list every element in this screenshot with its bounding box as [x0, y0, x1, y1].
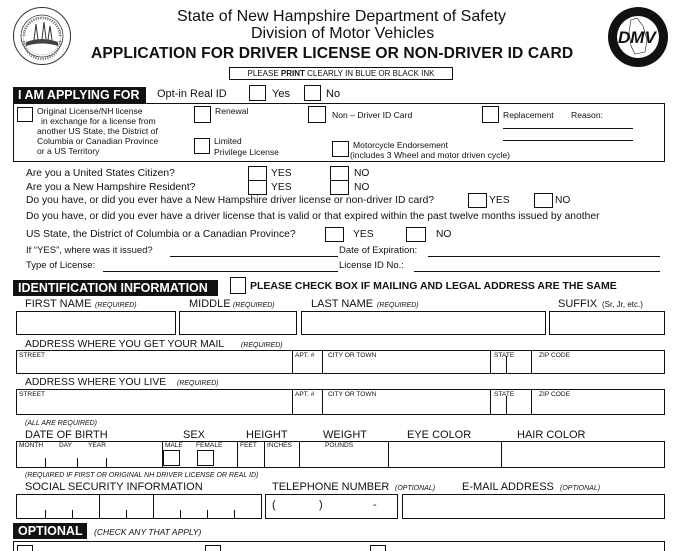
replacement-label: Replacement	[503, 110, 554, 120]
nh-license-yes-checkbox[interactable]	[468, 193, 487, 208]
mail-state-input[interactable]	[491, 351, 530, 373]
live-apt-label: APT. #	[295, 391, 315, 398]
ssn-sep-2	[153, 494, 154, 519]
original-license-checkbox[interactable]	[17, 107, 33, 122]
print-note-pre: PLEASE	[247, 69, 281, 78]
live-address-required: (REQUIRED)	[177, 380, 219, 387]
height-inches-label: INCHES	[267, 442, 292, 449]
optional-note: (CHECK ANY THAT APPLY)	[94, 527, 202, 537]
live-street-label: STREET	[19, 391, 46, 398]
last-name-label: LAST NAME	[311, 298, 374, 310]
resident-no-label: NO	[354, 182, 370, 193]
reason-line-1[interactable]	[503, 128, 633, 129]
dob-input[interactable]	[17, 442, 161, 467]
dmv-logo	[607, 6, 669, 68]
female-label: FEMALE	[196, 442, 223, 449]
citizen-yes-label: YES	[271, 168, 292, 179]
realid-label: Opt-in Real ID	[157, 88, 227, 100]
q-nh-license: Do you have, or did you ever have a New Hampshire driver license or non-driver ID card?	[26, 195, 435, 206]
section-optional: OPTIONAL	[13, 523, 87, 539]
phone-dash: -	[373, 499, 377, 511]
q-citizen: Are you a United States Citizen?	[26, 168, 175, 179]
nh-license-no-label: NO	[555, 195, 571, 206]
renewal-label: Renewal	[215, 106, 249, 116]
ssn-tick-4	[180, 510, 181, 519]
live-state-label: STATE	[494, 391, 515, 398]
nh-license-no-checkbox[interactable]	[534, 193, 553, 208]
original-license-label-2: in exchange for a license from	[41, 116, 156, 126]
realid-yes-label: Yes	[272, 88, 290, 100]
first-name-required: (REQUIRED)	[95, 302, 137, 309]
phone-open-paren: (	[272, 499, 276, 511]
hair-color-input[interactable]	[502, 442, 664, 467]
phone-label: TELEPHONE NUMBER	[272, 481, 390, 493]
mail-apt-input[interactable]	[293, 351, 321, 373]
email-optional: (OPTIONAL)	[560, 485, 601, 492]
email-label: E-MAIL ADDRESS	[462, 481, 554, 493]
resident-yes-label: YES	[271, 182, 292, 193]
ssn-input[interactable]	[16, 494, 262, 519]
middle-required: (REQUIRED)	[233, 302, 275, 309]
motorcycle-label-1: Motorcycle Endorsement	[353, 140, 449, 150]
dmv-logo-text: DMV	[618, 28, 656, 47]
eye-color-label: EYE COLOR	[407, 429, 472, 441]
optional-checkbox-2[interactable]	[205, 545, 221, 551]
print-note-post: CLEARLY IN BLUE OR BLACK INK	[304, 69, 435, 78]
all-required-note: (ALL ARE REQUIRED)	[25, 420, 97, 427]
male-checkbox[interactable]	[163, 450, 180, 466]
state-seal	[12, 6, 72, 66]
original-license-label-1: Original License/NH license	[37, 106, 143, 116]
last-name-input[interactable]	[301, 311, 546, 335]
date-expiration-field[interactable]	[428, 256, 660, 257]
realid-yes-checkbox[interactable]	[249, 85, 266, 101]
first-name-label: FIRST NAME	[25, 298, 92, 310]
live-street-input[interactable]	[17, 390, 291, 414]
live-apt-input[interactable]	[293, 390, 321, 414]
live-city-label: CITY OR TOWN	[328, 391, 377, 398]
weight-label: WEIGHT	[323, 429, 367, 441]
hair-color-label: HAIR COLOR	[517, 429, 586, 441]
first-name-input[interactable]	[16, 311, 176, 335]
other-license-no-label: NO	[436, 229, 452, 240]
female-checkbox[interactable]	[197, 450, 214, 466]
suffix-label: SUFFIX	[558, 298, 598, 310]
mail-street-input[interactable]	[17, 351, 291, 373]
citizen-no-label: NO	[354, 168, 370, 179]
where-issued-field[interactable]	[170, 256, 338, 257]
type-license-label: Type of License:	[26, 260, 96, 271]
phone-close-paren: )	[319, 499, 323, 511]
citizen-yes-checkbox[interactable]	[248, 166, 267, 181]
replacement-checkbox[interactable]	[482, 106, 499, 123]
mail-city-input[interactable]	[323, 351, 489, 373]
dob-label: DATE OF BIRTH	[25, 429, 108, 441]
replacement-reason-label: Reason:	[571, 110, 604, 120]
height-label: HEIGHT	[246, 429, 288, 441]
live-state-input[interactable]	[491, 390, 530, 414]
motorcycle-label-2: (includes 3 Wheel and motor driven cycle)	[350, 150, 511, 160]
limited-privilege-label-1: Limited	[214, 136, 242, 146]
license-id-field[interactable]	[414, 271, 660, 272]
type-license-field[interactable]	[103, 271, 338, 272]
ssn-label: SOCIAL SECURITY INFORMATION	[25, 481, 203, 493]
male-label: MALE	[165, 442, 183, 449]
resident-yes-checkbox[interactable]	[248, 180, 267, 195]
renewal-checkbox[interactable]	[194, 106, 211, 123]
motorcycle-checkbox[interactable]	[332, 141, 349, 157]
dob-day-label: DAY	[59, 442, 73, 449]
email-input[interactable]	[402, 494, 665, 519]
other-license-no-checkbox[interactable]	[406, 227, 426, 242]
mail-state-label: STATE	[494, 352, 515, 359]
mail-address-label: ADDRESS WHERE YOU GET YOUR MAIL	[25, 339, 225, 350]
reason-line-2[interactable]	[503, 140, 633, 141]
non-driver-id-label: Non – Driver ID Card	[332, 110, 413, 120]
middle-label: MIDDLE	[189, 298, 231, 310]
limited-privilege-label-2: Privilege License	[214, 147, 279, 157]
weight-input[interactable]	[300, 442, 387, 467]
mail-address-required: (REQUIRED)	[241, 342, 283, 349]
eye-color-input[interactable]	[389, 442, 500, 467]
mail-zip-label: ZIP CODE	[539, 352, 571, 359]
suffix-input[interactable]	[549, 311, 665, 335]
mail-city-label: CITY OR TOWN	[328, 352, 377, 359]
dob-year-label: YEAR	[88, 442, 106, 449]
where-issued-label: If “YES”, where was it issued?	[26, 245, 153, 256]
ssn-note: (REQUIRED IF FIRST OR ORIGINAL NH DRIVER LICENSE OR REAL ID)	[25, 472, 259, 479]
print-note-bold: PRINT	[280, 69, 305, 78]
page-title: APPLICATION FOR DRIVER LICENSE OR NON-DRIVER ID CARD	[91, 45, 574, 62]
mail-street-label: STREET	[19, 352, 46, 359]
suffix-note: (Sr, Jr, etc.)	[602, 300, 643, 309]
ssn-tick-2	[72, 510, 73, 519]
height-input[interactable]	[238, 442, 298, 467]
phone-input[interactable]	[265, 494, 398, 519]
limited-privilege-checkbox[interactable]	[194, 138, 210, 154]
height-feet-label: FEET	[240, 442, 257, 449]
q-other-license-1: Do you have, or did you ever have a driver license that is valid or that expired within the past twelve months issued by another	[26, 211, 600, 222]
ssn-tick-5	[207, 510, 208, 519]
last-name-required: (REQUIRED)	[377, 302, 419, 309]
optional-options-box	[13, 541, 665, 551]
q-other-license-2: US State, the District of Columbia or a Canadian Province?	[26, 229, 296, 240]
optional-checkbox-1[interactable]	[17, 545, 33, 551]
seal-icon	[12, 6, 72, 66]
phone-optional: (OPTIONAL)	[395, 485, 436, 492]
live-address-label: ADDRESS WHERE YOU LIVE	[25, 377, 167, 388]
header-division: Division of Motor Vehicles	[251, 25, 435, 42]
nh-license-yes-label: YES	[489, 195, 510, 206]
same-address-label: PLEASE CHECK BOX IF MAILING AND LEGAL ADDRESS ARE THE SAME	[250, 280, 617, 292]
live-zip-label: ZIP CODE	[539, 391, 571, 398]
q-resident: Are you a New Hampshire Resident?	[26, 182, 196, 193]
sex-label: SEX	[183, 429, 206, 441]
citizen-no-checkbox[interactable]	[330, 166, 349, 181]
weight-pounds-label: POUNDS	[325, 442, 354, 449]
license-id-label: License ID No.:	[339, 260, 404, 271]
mail-apt-label: APT. #	[295, 352, 315, 359]
same-address-checkbox[interactable]	[230, 277, 246, 294]
ssn-tick-6	[234, 510, 235, 519]
realid-no-checkbox[interactable]	[304, 85, 321, 101]
original-license-label-3: another US State, the District of	[37, 126, 158, 136]
resident-no-checkbox[interactable]	[330, 180, 349, 195]
realid-no-label: No	[326, 88, 341, 100]
other-license-yes-label: YES	[353, 229, 374, 240]
live-zip-input[interactable]	[532, 390, 664, 414]
non-driver-id-checkbox[interactable]	[308, 106, 326, 123]
header-agency: State of New Hampshire Department of Safety	[177, 8, 507, 25]
original-license-label-5: or a US Territory	[37, 146, 100, 156]
section-applying: I AM APPLYING FOR	[13, 87, 146, 103]
mail-zip-input[interactable]	[532, 351, 664, 373]
ssn-tick-1	[45, 510, 46, 519]
ssn-tick-3	[126, 510, 127, 519]
print-note	[229, 67, 453, 80]
live-city-input[interactable]	[323, 390, 489, 414]
section-identification: IDENTIFICATION INFORMATION	[13, 280, 218, 296]
optional-checkbox-3[interactable]	[370, 545, 386, 551]
ssn-sep-1	[99, 494, 100, 519]
dob-month-label: MONTH	[19, 442, 44, 449]
date-expiration-label: Date of Expiration:	[339, 245, 418, 256]
other-license-yes-checkbox[interactable]	[325, 227, 344, 242]
middle-name-input[interactable]	[179, 311, 297, 335]
original-license-label-4: Columbia or Canadian Province	[37, 136, 159, 146]
